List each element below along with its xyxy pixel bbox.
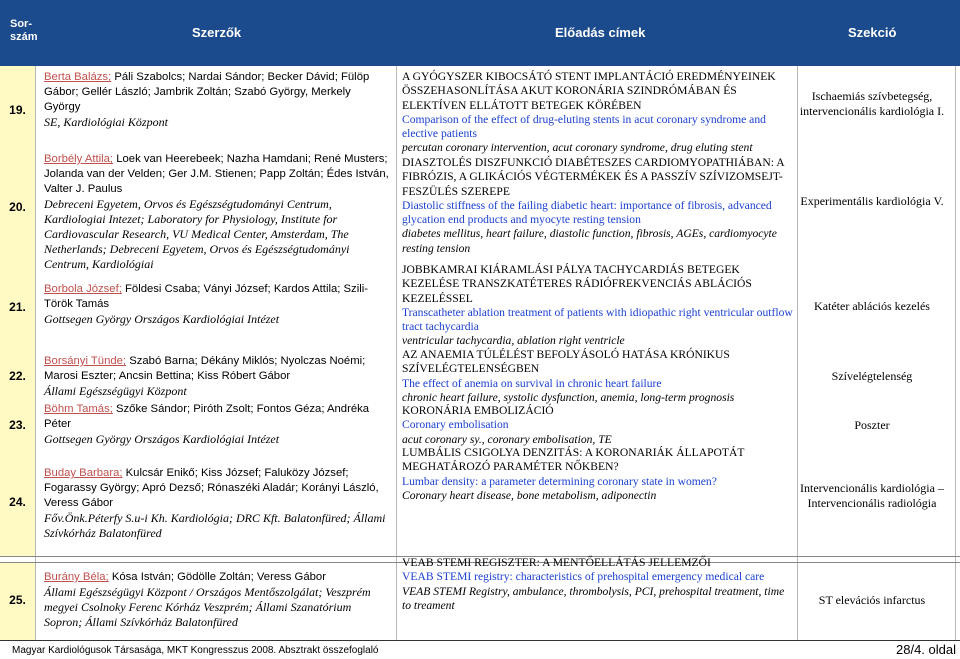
institution: Gottsegen György Országos Kardiológiai Intézet bbox=[44, 432, 280, 446]
row-number: 21. bbox=[9, 300, 26, 314]
column-divider bbox=[955, 66, 956, 640]
row-number: 25. bbox=[9, 593, 26, 607]
coauthors: Földesi Csaba; Ványi József; Kardos Attila; Szili-Török Tamás bbox=[44, 283, 369, 310]
institution: Debreceni Egyetem, Orvos és Egészségtudományi Centrum, Kardiologiai Intezet; Laboratory for Physiology, Institute for Cardiovascular Research, VU Medical Center, Amsterdam, The Netherlands; Debreceni Egyetem, Orvos és Egészségtudományi Centrum, Kardiológiai bbox=[44, 197, 350, 271]
title-hungarian: LUMBÁLIS CSIGOLYA DENZITÁS: A KORONARIÁK ÁLLAPOTÁT MEGHATÁROZÓ PARAMÉTER NŐKBEN? bbox=[402, 446, 745, 474]
title-english: VEAB STEMI registry: characteristics of prehospital emergency medical care bbox=[402, 570, 765, 584]
authors-cell bbox=[44, 152, 390, 272]
title-english: Diastolic stiffness of the failing diabetic heart: importance of fibrosis, advanced glycation end products and myocyte resting tension bbox=[402, 198, 772, 227]
first-author: Buday Barbara; bbox=[44, 467, 123, 479]
number-column-header: Sor-szám bbox=[10, 18, 38, 43]
keywords: diabetes mellitus, heart failure, diastolic function, fibrosis, AGEs, cardiomyocyte resting tension bbox=[402, 227, 777, 255]
footer-congress-text: Magyar Kardiológusok Társasága, MKT Kongresszus 2008. Absztrakt összefoglaló bbox=[12, 645, 379, 656]
keywords: VEAB STEMI Registry, ambulance, thrombolysis, PCI, prehospital treatment, time to treament bbox=[402, 584, 785, 612]
row-number: 22. bbox=[9, 369, 26, 383]
title-english: Lumbar density: a parameter determining coronary state in women? bbox=[402, 474, 717, 488]
institution: Állami Egészségügyi Központ / Országos Mentőszolgálat; Veszprém megyei Csolnoky Ferenc Kórház Veszprém; Állami Szanatórium Sopron; Állami Szívkórház Balatonfüred bbox=[44, 585, 371, 629]
title-english: The effect of anemia on survival in chronic heart failure bbox=[402, 376, 662, 390]
institution: Állami Egészségügyi Központ bbox=[44, 384, 187, 398]
first-author: Berta Balázs; bbox=[44, 71, 112, 83]
authors-cell bbox=[44, 466, 390, 541]
row-number: 24. bbox=[9, 495, 26, 509]
column-divider bbox=[396, 66, 397, 640]
section-cell: Katéter ablációs kezelés bbox=[814, 299, 930, 313]
title-cell bbox=[402, 348, 794, 405]
coauthors: Loek van Heerebeek; Nazha Hamdani; René Musters; Jolanda van der Velden; Ger J.M. Stienen; Papp Zoltán; Édes István, Valter J. Paulus bbox=[44, 153, 389, 195]
footer-page-number: 28/4. oldal bbox=[896, 642, 956, 657]
coauthors: Szőke Sándor; Piróth Zsolt; Fontos Géza; Andréka Péter bbox=[44, 403, 370, 430]
column-divider bbox=[797, 66, 798, 640]
title-cell bbox=[402, 446, 794, 503]
institution: Gottsegen György Országos Kardiológiai Intézet bbox=[44, 312, 280, 326]
title-cell bbox=[402, 404, 794, 447]
keywords: chronic heart failure, systolic dysfunction, anemia, long-term prognosis bbox=[402, 390, 735, 404]
title-hungarian: AZ ANAEMIA TÚLÉLÉST BEFOLYÁSOLÓ HATÁSA KRÓNIKUS SZÍVELÉGTELENSÉGBEN bbox=[402, 348, 730, 376]
first-author: Burány Béla; bbox=[44, 571, 109, 583]
authors-cell bbox=[44, 402, 390, 447]
title-hungarian: DIASZTOLÉS DISZFUNKCIÓ DIABÉTESZES CARDIOMYOPATHIÁBAN: A FIBRÓZIS, A GLIKÁCIÓS VÉGTERMÉKEK ÉS A PASSZÍV SZÍVIZOMSEJT-FESZÜLÉS SZEREPE bbox=[402, 156, 784, 198]
coauthors: Páli Szabolcs; Nardai Sándor; Becker Dávid; Fülöp Gábor; Gellér László; Jambrik Zoltán; Szabó György, Merkely György bbox=[44, 71, 370, 113]
authors-cell bbox=[44, 570, 390, 630]
keywords: Coronary heart disease, bone metabolism, adiponectin bbox=[402, 488, 657, 502]
title-cell bbox=[402, 70, 794, 156]
authors-cell bbox=[44, 70, 390, 130]
title-cell bbox=[402, 156, 794, 256]
page-footer bbox=[0, 640, 960, 659]
authors-cell bbox=[44, 282, 390, 327]
first-author: Böhm Tamás; bbox=[44, 403, 113, 415]
title-hungarian: A GYÓGYSZER KIBOCSÁTÓ STENT IMPLANTÁCIÓ EREDMÉNYEINEK ÖSSZEHASONLÍTÁSA AKUT KORONÁRIA SZINDRÓMÁBAN ÉS ELEKTÍVEN ELLÁTOTT BETEGEK KÖRÉBEN bbox=[402, 70, 776, 112]
title-hungarian: JOBBKAMRAI KIÁRAMLÁSI PÁLYA TACHYCARDIÁS BETEGEK KEZELÉSE TRANSZKATÉTERES RÁDIÓFREKVENCIÁS ABLÁCIÓS KEZELÉSSEL bbox=[402, 263, 752, 305]
coauthors: Kulcsár Enikő; Kiss József; Faluközy József; Fogarassy György; Apró Dezső; Rónaszéki Aladár; Korányi László, Veress Gábor bbox=[44, 467, 379, 509]
keywords: acut coronary sy., coronary embolisation, TE bbox=[402, 432, 612, 446]
authors-column-header: Szerzők bbox=[192, 25, 242, 40]
section-cell: Ischaemiás szívbetegség, intervencionális kardiológia I. bbox=[799, 89, 945, 118]
title-hungarian: VEAB STEMI REGISZTER: A MENTŐELLÁTÁS JELLEMZŐI bbox=[402, 556, 711, 569]
section-cell: ST elevációs infarctus bbox=[818, 593, 926, 607]
keywords: percutan coronary intervention, acut coronary syndrome, drug eluting stent bbox=[402, 141, 753, 155]
coauthors: Szabó Barna; Dékány Miklós; Nyolczas Noémi; Marosi Eszter; Ancsin Bettina; Kiss Róbert Gábor bbox=[44, 355, 366, 382]
section-cell: Intervencionális kardiológia – Intervencionális radiológia bbox=[800, 481, 944, 510]
title-english: Comparison of the effect of drug-eluting stents in acut coronary syndrome and elective patients bbox=[402, 112, 766, 141]
row-number: 20. bbox=[9, 200, 26, 214]
titles-column-header: Előadás címek bbox=[555, 25, 646, 40]
column-divider bbox=[35, 66, 36, 640]
section-cell: Poszter bbox=[854, 418, 890, 432]
title-english: Coronary embolisation bbox=[402, 418, 509, 432]
section-column-header: Szekció bbox=[848, 25, 897, 40]
table-header bbox=[0, 0, 960, 66]
first-author: Borsányi Tünde; bbox=[44, 355, 127, 367]
first-author: Borbola József; bbox=[44, 283, 122, 295]
title-english: Transcatheter ablation treatment of patients with idiopathic right ventricular outflow tract tachycardia bbox=[402, 305, 793, 334]
section-cell: Szívelégtelenség bbox=[831, 369, 913, 383]
authors-cell bbox=[44, 354, 390, 399]
title-cell bbox=[402, 263, 794, 349]
row-number: 23. bbox=[9, 418, 26, 432]
keywords: ventricular tachycardia, ablation right ventricle bbox=[402, 334, 625, 348]
title-cell bbox=[402, 556, 794, 613]
section-cell: Experimentális kardiológia V. bbox=[800, 194, 944, 208]
institution: Főv.Önk.Péterfy S.u-i Kh. Kardiológia; DRC Kft. Balatonfüred; Állami Szívkórház Balatonfüred bbox=[44, 511, 386, 540]
first-author: Borbély Attila; bbox=[44, 153, 114, 165]
row-number: 19. bbox=[9, 103, 26, 117]
title-hungarian: KORONÁRIA EMBOLIZÁCIÓ bbox=[402, 404, 554, 417]
institution: SE, Kardiológiai Központ bbox=[44, 115, 168, 129]
coauthors: Kósa István; Gödölle Zoltán; Veress Gábor bbox=[108, 571, 326, 583]
